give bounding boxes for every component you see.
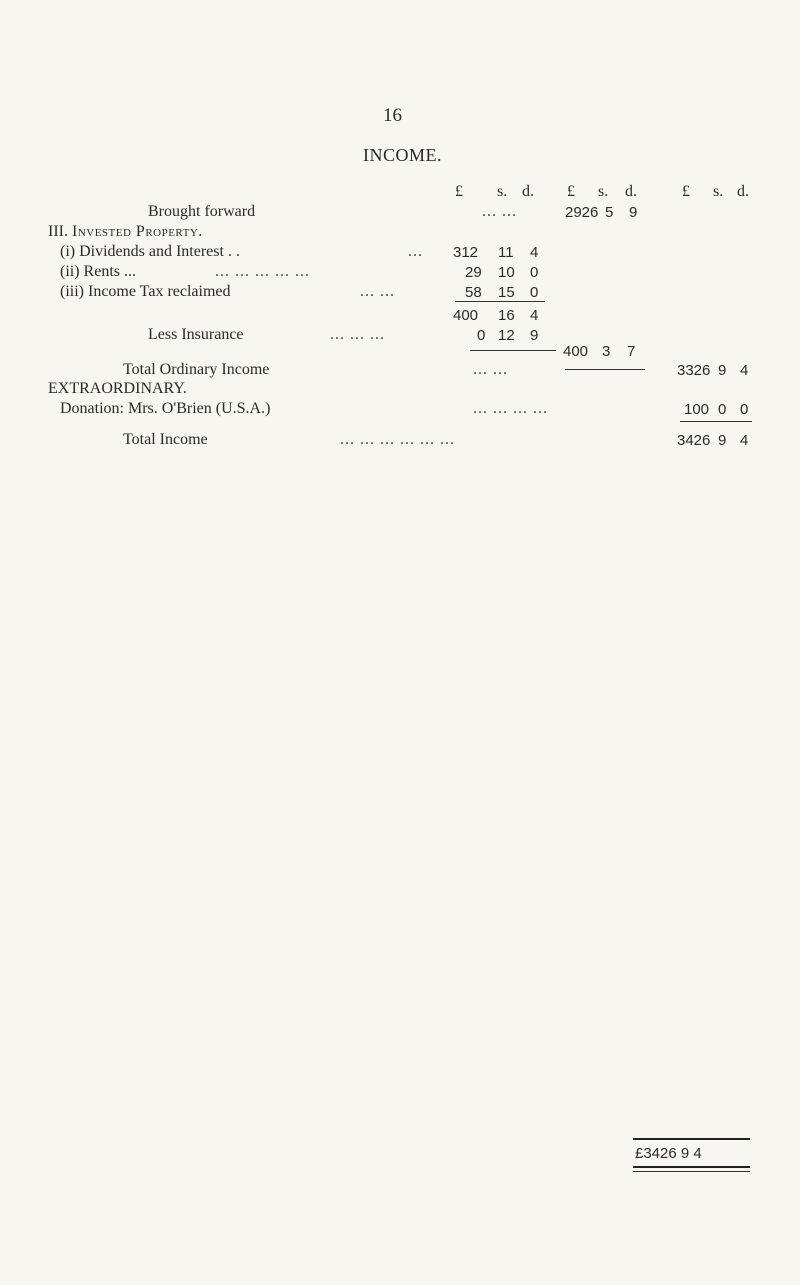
col2-pence-header: d. <box>625 183 637 200</box>
amount-pence: 9 <box>530 327 539 344</box>
amount-pence: 0 <box>740 401 749 418</box>
amount-pence: 4 <box>740 432 749 449</box>
section-iii-heading <box>48 223 203 241</box>
item-label: (ii) Rents ... <box>60 263 136 280</box>
grand-total-rule-bottom-2 <box>633 1171 750 1172</box>
amount-pence: 4 <box>740 362 749 379</box>
amount-pence: 0 <box>530 264 539 281</box>
amount-pence: 7 <box>627 343 636 360</box>
subtotal-rule <box>455 301 545 302</box>
col2-shillings-header: s. <box>598 183 609 200</box>
grand-total-rule-bottom-1 <box>633 1166 750 1168</box>
leader-dots: ... ... <box>360 283 395 300</box>
amount-shillings: 5 <box>605 204 614 221</box>
grand-total: £3426 9 4 <box>635 1145 702 1162</box>
total-income-rule <box>680 421 752 422</box>
amount-pounds: 400 <box>563 343 589 360</box>
amount-shillings: 15 <box>498 284 515 301</box>
amount-pence: 9 <box>629 204 638 221</box>
leader-dots: ... <box>408 243 423 260</box>
amount-shillings: 12 <box>498 327 515 344</box>
amount-shillings: 3 <box>602 343 611 360</box>
amount-pounds: 312 <box>453 244 479 261</box>
amount-pounds: 400 <box>453 307 479 324</box>
leader-dots: ... ... ... ... ... ... <box>340 431 455 448</box>
net-rule <box>470 350 556 351</box>
ordinary-rule <box>565 369 645 370</box>
leader-dots: ... ... ... ... <box>473 400 548 417</box>
less-insurance-label: Less Insurance <box>148 326 244 343</box>
section-number: III. <box>48 223 68 240</box>
amount-pence: 4 <box>530 307 539 324</box>
page-number: 16 <box>383 105 402 126</box>
brought-forward-label: Brought forward <box>148 203 256 220</box>
grand-total-rule-top <box>633 1138 750 1140</box>
amount-shillings: 11 <box>498 244 514 261</box>
amount-pence: 0 <box>530 284 539 301</box>
amount-shillings: 9 <box>718 432 727 449</box>
amount-pounds: 29 <box>465 264 482 281</box>
amount-pence: 4 <box>530 244 539 261</box>
leader-dots: ... ... <box>473 361 508 378</box>
total-income-label: Total Income <box>123 431 208 448</box>
page-title: INCOME. <box>363 145 442 165</box>
donation-label: Donation: Mrs. O'Brien (U.S.A.) <box>60 400 271 417</box>
section-title: Invested Property. <box>71 223 203 240</box>
item-label: (i) Dividends and Interest . . <box>60 243 240 260</box>
item-label: (iii) Income Tax reclaimed <box>60 283 231 300</box>
amount-shillings: 16 <box>498 307 515 324</box>
leader-dots: ... ... ... ... ... <box>215 263 310 280</box>
amount-shillings: 9 <box>718 362 727 379</box>
col3-shillings-header: s. <box>713 183 724 200</box>
col3-pence-header: d. <box>737 183 749 200</box>
col3-pounds-header: £ <box>682 183 690 200</box>
amount-shillings: 10 <box>498 264 515 281</box>
col1-pence-header: d. <box>522 183 534 200</box>
total-ordinary-label: Total Ordinary Income <box>123 361 270 378</box>
amount-pounds: 100 <box>684 401 710 418</box>
col2-pounds-header: £ <box>567 183 575 200</box>
leader-dots: ... ... <box>482 203 517 220</box>
amount-pounds: 58 <box>465 284 482 301</box>
amount-pounds: 3326 <box>677 362 711 379</box>
leader-dots: ... ... ... <box>330 326 385 343</box>
amount-pounds: 0 <box>477 327 486 344</box>
amount-pounds: 3426 <box>677 432 711 449</box>
col1-pounds-header: £ <box>455 183 463 200</box>
amount-pounds: 2926 <box>565 204 599 221</box>
amount-shillings: 0 <box>718 401 727 418</box>
col1-shillings-header: s. <box>497 183 508 200</box>
extraordinary-heading: EXTRAORDINARY. <box>48 380 187 397</box>
